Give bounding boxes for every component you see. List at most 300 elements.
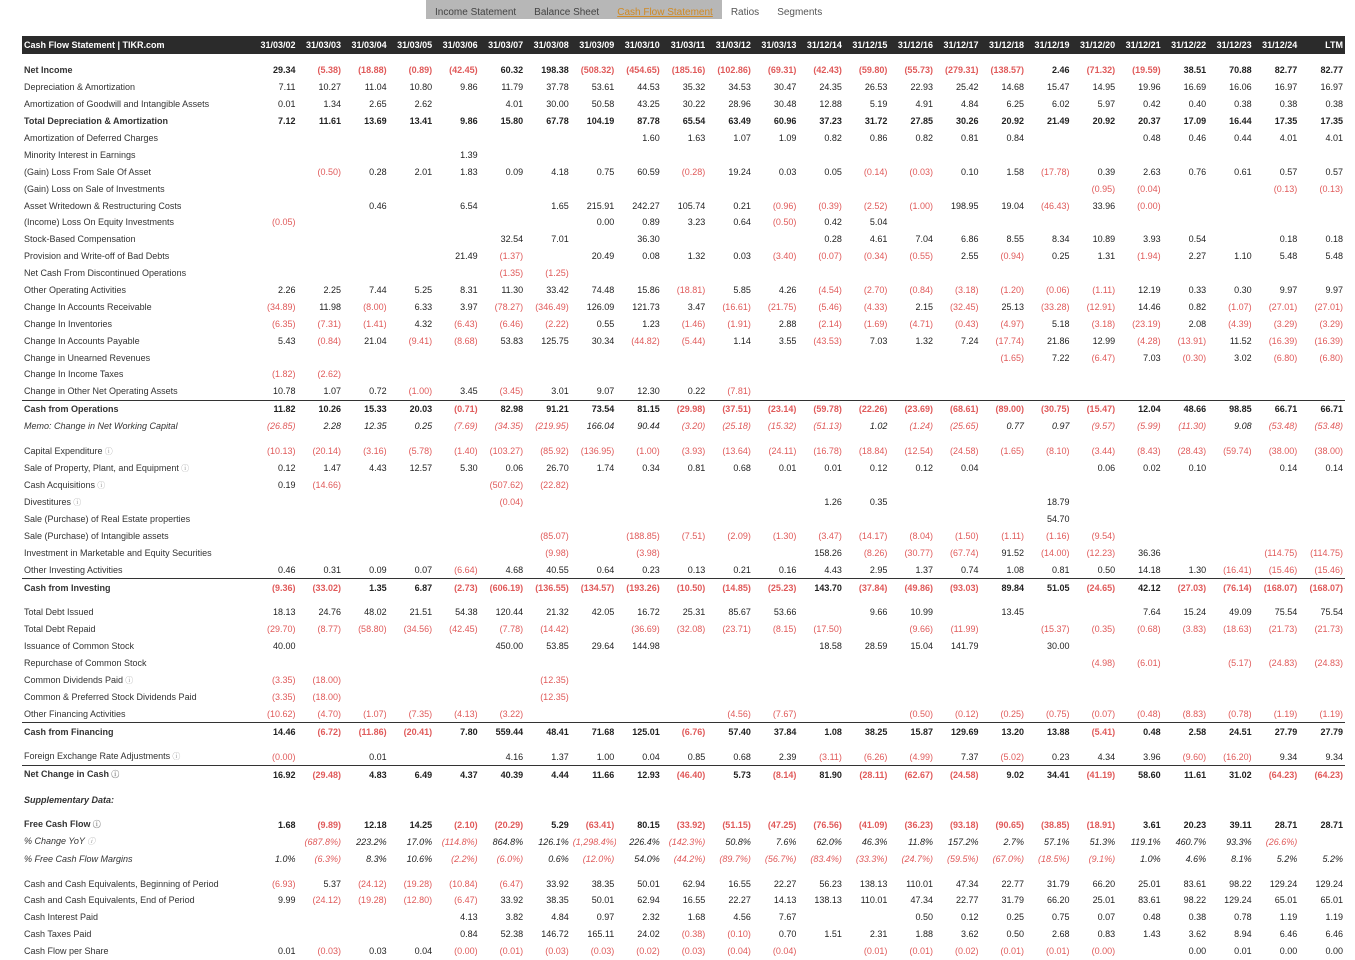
- value-cell: [616, 672, 662, 689]
- value-cell: [343, 672, 389, 689]
- value-cell: (0.02): [636, 946, 660, 957]
- value-cell: [343, 265, 389, 282]
- value-cell: [798, 366, 844, 383]
- value-cell: 3.62: [1188, 929, 1207, 940]
- row-label: % Free Cash Flow Margins: [24, 853, 133, 864]
- table-row: [22, 892, 1345, 909]
- value-cell: [1163, 214, 1209, 231]
- value-cell: [434, 214, 480, 231]
- value-cell: 0.03: [733, 251, 751, 262]
- value-cell: 166.04: [586, 421, 615, 432]
- value-cell: 2.28: [323, 421, 342, 432]
- value-cell: [434, 748, 480, 766]
- value-cell: [1072, 494, 1118, 511]
- value-cell: (188.85): [626, 530, 660, 541]
- value-cell: 82.98: [480, 400, 526, 417]
- value-cell: [662, 477, 708, 494]
- tab-cash-flow-statement[interactable]: Cash Flow Statement: [608, 0, 722, 19]
- value-cell: 30.00: [546, 99, 569, 110]
- value-cell: (0.12): [954, 708, 979, 719]
- value-cell: 1.07: [323, 386, 342, 397]
- value-cell: [1072, 366, 1118, 383]
- value-cell: 53.66: [773, 607, 797, 618]
- value-cell: (85.07): [540, 530, 569, 541]
- value-cell: [1299, 791, 1345, 808]
- value-cell: (3.45): [499, 386, 524, 397]
- value-cell: 19.24: [728, 166, 751, 177]
- value-cell: (2.73): [434, 579, 480, 596]
- info-icon[interactable]: ⓘ: [90, 820, 101, 830]
- value-cell: 83.61: [1183, 878, 1207, 889]
- value-cell: 58.60: [1117, 766, 1163, 784]
- value-cell: (3.16): [363, 446, 387, 457]
- value-cell: 0.50: [1097, 564, 1116, 575]
- value-cell: 37.84: [753, 723, 799, 740]
- value-cell: (102.86): [717, 65, 751, 76]
- value-cell: 0.00: [596, 217, 615, 228]
- value-cell: 30.47: [773, 82, 797, 93]
- value-cell: [389, 231, 435, 248]
- table-row: [22, 621, 1345, 638]
- value-cell: 1.31: [1097, 251, 1116, 262]
- value-cell: 14.46: [1138, 301, 1161, 312]
- info-icon[interactable]: ⓘ: [109, 770, 120, 780]
- value-cell: 0.18: [1279, 234, 1298, 245]
- value-cell: (20.29): [494, 819, 524, 830]
- info-icon[interactable]: ⓘ: [123, 675, 134, 685]
- value-cell: 0.12: [915, 463, 933, 474]
- value-cell: 5.97: [1097, 99, 1116, 110]
- value-cell: 19.04: [1001, 200, 1025, 211]
- value-cell: [571, 689, 617, 706]
- value-cell: [844, 146, 890, 163]
- value-cell: [1026, 146, 1072, 163]
- value-cell: [434, 231, 480, 248]
- value-cell: [1208, 638, 1254, 655]
- value-cell: [753, 655, 799, 672]
- period-header: 31/03/05: [389, 36, 435, 54]
- value-cell: [662, 689, 708, 706]
- value-cell: [252, 544, 298, 561]
- value-cell: [298, 791, 344, 808]
- value-cell: (28.11): [844, 766, 890, 784]
- table-row: [22, 943, 1345, 960]
- row-label-cell: [22, 332, 252, 349]
- value-cell: (3.18): [954, 285, 979, 296]
- value-cell: (0.78): [1228, 708, 1252, 719]
- value-cell: 0.40: [1188, 99, 1207, 110]
- tab-ratios[interactable]: Ratios: [730, 7, 760, 18]
- value-cell: [1072, 146, 1118, 163]
- value-cell: 158.26: [814, 547, 842, 558]
- value-cell: 1.88: [915, 929, 933, 940]
- value-cell: [707, 672, 753, 689]
- value-cell: 47.34: [910, 895, 933, 906]
- value-cell: 65.01: [1320, 895, 1343, 906]
- value-cell: 0.54: [1188, 234, 1207, 245]
- value-cell: 1.37: [915, 564, 933, 575]
- value-cell: [298, 494, 344, 511]
- value-cell: 9.02: [981, 766, 1027, 784]
- value-cell: 9.34: [1325, 751, 1343, 762]
- value-cell: (1.82): [272, 369, 296, 380]
- value-cell: (12.23): [1086, 547, 1116, 558]
- value-cell: 226.4%: [629, 836, 660, 847]
- value-cell: 11.04: [364, 82, 387, 93]
- info-icon[interactable]: ⓘ: [178, 463, 190, 473]
- value-cell: [616, 366, 662, 383]
- value-cell: 8.31: [460, 285, 478, 296]
- value-cell: (19.28): [358, 895, 387, 906]
- value-cell: 6.33: [414, 301, 433, 312]
- tab-income-statement[interactable]: Income Statement: [426, 0, 525, 19]
- value-cell: [1299, 511, 1345, 528]
- period-header: 31/12/15: [844, 36, 890, 54]
- value-cell: (59.74): [1223, 446, 1252, 457]
- value-cell: 0.82: [1188, 301, 1207, 312]
- value-cell: (68.61): [935, 400, 981, 417]
- value-cell: 2.7%: [1003, 836, 1025, 847]
- value-cell: (1.91): [727, 318, 751, 329]
- value-cell: [480, 791, 526, 808]
- value-cell: [1208, 689, 1254, 706]
- value-cell: 6.86: [960, 234, 979, 245]
- value-cell: 21.86: [1047, 335, 1070, 346]
- value-cell: (0.04): [727, 946, 751, 957]
- value-cell: 0.81: [687, 463, 706, 474]
- value-cell: 3.01: [551, 386, 569, 397]
- value-cell: 0.04: [642, 751, 660, 762]
- value-cell: (34.35): [494, 421, 524, 432]
- period-header: 31/03/02: [252, 36, 298, 54]
- row-label: Cash from Investing: [24, 582, 111, 593]
- tab-segments[interactable]: Segments: [777, 7, 823, 18]
- value-cell: 16.06: [1229, 82, 1252, 93]
- value-cell: (85.92): [540, 446, 569, 457]
- value-cell: [1208, 511, 1254, 528]
- period-header: 31/12/14: [798, 36, 844, 54]
- row-label-cell: [22, 146, 252, 163]
- value-cell: [343, 130, 389, 147]
- value-cell: 9.34: [1279, 751, 1298, 762]
- value-cell: [389, 527, 435, 544]
- value-cell: (0.00): [1137, 200, 1161, 211]
- value-cell: (36.69): [631, 624, 660, 635]
- value-cell: [343, 511, 389, 528]
- value-cell: 126.09: [586, 301, 615, 312]
- value-cell: (18.81): [676, 285, 706, 296]
- value-cell: 66.71: [1299, 400, 1345, 417]
- value-cell: (4.54): [818, 285, 842, 296]
- value-cell: (4.28): [1137, 335, 1161, 346]
- value-cell: [571, 146, 617, 163]
- value-cell: 53.85: [546, 641, 569, 652]
- value-cell: 0.13: [687, 564, 706, 575]
- info-icon[interactable]: ⓘ: [102, 446, 113, 456]
- value-cell: [798, 943, 844, 960]
- value-cell: 12.57: [409, 463, 433, 474]
- info-icon[interactable]: ⓘ: [95, 480, 106, 490]
- value-cell: 25.31: [682, 607, 706, 618]
- value-cell: 21.49: [1047, 116, 1070, 127]
- value-cell: (23.71): [722, 624, 751, 635]
- value-cell: [616, 689, 662, 706]
- row-label: Change in Unearned Revenues: [24, 352, 151, 363]
- value-cell: [1254, 214, 1300, 231]
- value-cell: [389, 180, 435, 197]
- value-cell: (3.11): [819, 751, 842, 762]
- table-row: [22, 850, 1345, 867]
- value-cell: (30.77): [904, 547, 933, 558]
- value-cell: [525, 180, 571, 197]
- value-cell: [252, 655, 298, 672]
- table-row: [22, 282, 1345, 299]
- value-cell: (9.57): [1091, 421, 1116, 432]
- value-cell: 17.35: [1320, 116, 1343, 127]
- row-label: Stock-Based Compensation: [24, 234, 136, 245]
- value-cell: (53.48): [1268, 421, 1298, 432]
- value-cell: [1072, 511, 1118, 528]
- value-cell: [1163, 265, 1209, 282]
- value-cell: 1.74: [596, 463, 615, 474]
- value-cell: (5.44): [681, 335, 706, 346]
- period-header: 31/12/18: [981, 36, 1027, 54]
- value-cell: (3.18): [1091, 318, 1116, 329]
- value-cell: (193.26): [616, 579, 662, 596]
- value-cell: (0.95): [1091, 183, 1116, 194]
- value-cell: 48.41: [525, 723, 571, 740]
- row-label-cell: [22, 366, 252, 383]
- value-cell: [571, 544, 617, 561]
- value-cell: (15.46): [1268, 564, 1298, 575]
- value-cell: [1026, 130, 1072, 147]
- value-cell: (0.89): [408, 65, 433, 76]
- value-cell: 7.03: [1143, 352, 1161, 363]
- period-header: 31/03/13: [753, 36, 799, 54]
- value-cell: 47.34: [955, 878, 979, 889]
- value-cell: (22.26): [844, 400, 890, 417]
- tab-balance-sheet[interactable]: Balance Sheet: [525, 0, 608, 19]
- period-header: 31/12/23: [1208, 36, 1254, 54]
- value-cell: [571, 706, 617, 723]
- value-cell: [1026, 214, 1072, 231]
- value-cell: (4.13): [454, 708, 478, 719]
- value-cell: (4.97): [1000, 318, 1025, 329]
- value-cell: (0.00): [272, 751, 296, 762]
- value-cell: 104.19: [586, 116, 615, 127]
- table-row: [22, 366, 1345, 383]
- value-cell: 1.23: [642, 318, 660, 329]
- value-cell: (8.15): [772, 624, 797, 635]
- value-cell: 6.02: [1052, 99, 1070, 110]
- value-cell: (3.22): [499, 708, 524, 719]
- value-cell: 0.07: [1097, 912, 1116, 923]
- value-cell: 1.09: [778, 133, 797, 143]
- value-cell: 3.55: [778, 335, 797, 346]
- value-cell: 2.08: [1188, 318, 1207, 329]
- info-icon[interactable]: ⓘ: [71, 497, 82, 507]
- table-row: [22, 163, 1345, 180]
- value-cell: [389, 791, 435, 808]
- value-cell: 0.12: [278, 463, 296, 474]
- row-label: Cash Flow per Share: [24, 946, 109, 957]
- value-cell: [707, 511, 753, 528]
- value-cell: 1.0%: [1140, 853, 1161, 864]
- row-label-cell: [22, 672, 252, 689]
- value-cell: [252, 197, 298, 214]
- value-cell: 5.25: [414, 285, 433, 296]
- row-label-cell: [22, 833, 252, 850]
- info-icon[interactable]: ⓘ: [84, 837, 96, 847]
- value-cell: (10.62): [267, 708, 296, 719]
- value-cell: [389, 265, 435, 282]
- value-cell: (29.70): [267, 624, 296, 635]
- value-cell: (0.39): [818, 200, 842, 211]
- table-row: [22, 909, 1345, 926]
- row-label-cell: [22, 850, 252, 867]
- value-cell: [1208, 265, 1254, 282]
- row-label: Divestitures: [24, 496, 72, 507]
- value-cell: 4.61: [869, 234, 888, 245]
- value-cell: [1163, 366, 1209, 383]
- value-cell: (142.3%): [668, 836, 706, 847]
- value-cell: 9.99: [278, 895, 296, 906]
- value-cell: (6.80): [1319, 352, 1343, 363]
- table-row: [22, 494, 1345, 511]
- value-cell: 3.45: [460, 386, 478, 397]
- info-icon[interactable]: ⓘ: [170, 752, 181, 762]
- value-cell: [798, 180, 844, 197]
- value-cell: (6.26): [863, 751, 888, 762]
- value-cell: [480, 146, 526, 163]
- value-cell: 0.84: [460, 929, 478, 940]
- row-label-cell: [22, 511, 252, 528]
- value-cell: 16.97: [1320, 82, 1343, 93]
- value-cell: 16.72: [637, 607, 660, 618]
- value-cell: [1208, 672, 1254, 689]
- value-cell: 1.68: [687, 912, 706, 923]
- table-row: [22, 383, 1345, 400]
- value-cell: [753, 383, 799, 400]
- value-cell: (6.80): [1273, 352, 1298, 363]
- value-cell: [389, 214, 435, 231]
- value-cell: 0.19: [278, 480, 296, 491]
- value-cell: [1163, 511, 1209, 528]
- value-cell: (114.75): [1310, 547, 1343, 558]
- value-cell: [434, 689, 480, 706]
- value-cell: [252, 926, 298, 943]
- value-cell: [753, 494, 799, 511]
- value-cell: [1254, 265, 1300, 282]
- value-cell: (12.35): [540, 692, 569, 703]
- value-cell: 37.23: [819, 116, 842, 127]
- row-label-cell: [22, 544, 252, 561]
- value-cell: [298, 180, 344, 197]
- value-cell: [571, 672, 617, 689]
- value-cell: [343, 791, 389, 808]
- value-cell: 13.69: [364, 116, 387, 127]
- value-cell: [1254, 146, 1300, 163]
- period-header: LTM: [1299, 36, 1345, 54]
- value-cell: [1117, 146, 1163, 163]
- value-cell: (136.55): [525, 579, 571, 596]
- value-cell: 1.07: [733, 133, 751, 143]
- value-cell: 35.32: [682, 82, 706, 93]
- value-cell: 0.77: [1006, 421, 1025, 432]
- row-label-cell: [22, 383, 252, 400]
- value-cell: [571, 477, 617, 494]
- value-cell: [1208, 544, 1254, 561]
- value-cell: 0.74: [960, 564, 979, 575]
- value-cell: (71.32): [1086, 65, 1116, 76]
- value-cell: [981, 511, 1027, 528]
- value-cell: (51.13): [813, 421, 842, 432]
- value-cell: 17.09: [1183, 116, 1207, 127]
- value-cell: (93.03): [935, 579, 981, 596]
- spacer-row: [22, 54, 1345, 62]
- row-label: Change in Other Net Operating Assets: [24, 386, 178, 397]
- value-cell: (3.83): [1182, 624, 1207, 635]
- value-cell: 15.86: [637, 285, 660, 296]
- value-cell: (7.51): [681, 530, 706, 541]
- value-cell: (6.01): [1137, 658, 1161, 669]
- value-cell: 11.98: [319, 301, 342, 312]
- value-cell: 14.25: [409, 819, 433, 830]
- value-cell: 1.34: [323, 99, 342, 110]
- table-row: [22, 655, 1345, 672]
- value-cell: 10.78: [273, 386, 296, 397]
- value-cell: 30.48: [773, 99, 797, 110]
- value-cell: 0.01: [278, 99, 296, 110]
- value-cell: [252, 833, 298, 850]
- value-cell: 6.46: [1279, 929, 1298, 940]
- value-cell: 37.78: [546, 82, 569, 93]
- row-label: Other Financing Activities: [24, 708, 126, 719]
- value-cell: (12.91): [1086, 301, 1116, 312]
- value-cell: 6.25: [1006, 99, 1025, 110]
- value-cell: 67.78: [546, 116, 569, 127]
- value-cell: (8.10): [1046, 446, 1070, 457]
- value-cell: [480, 511, 526, 528]
- value-cell: (279.31): [944, 65, 979, 76]
- value-cell: [1208, 383, 1254, 400]
- table-row: [22, 180, 1345, 197]
- value-cell: [571, 265, 617, 282]
- period-header: 31/03/09: [571, 36, 617, 54]
- value-cell: [844, 706, 890, 723]
- value-cell: 15.80: [500, 116, 524, 127]
- value-cell: 2.25: [323, 285, 342, 296]
- value-cell: [298, 748, 344, 766]
- table-row: [22, 113, 1345, 130]
- value-cell: [525, 655, 571, 672]
- value-cell: 31.79: [1001, 895, 1025, 906]
- value-cell: 33.92: [500, 895, 524, 906]
- value-cell: (5.17): [1228, 658, 1252, 669]
- value-cell: (5.99): [1137, 421, 1161, 432]
- value-cell: 98.22: [1229, 878, 1252, 889]
- value-cell: 11.66: [571, 766, 617, 784]
- value-cell: [981, 791, 1027, 808]
- value-cell: [844, 655, 890, 672]
- value-cell: 25.01: [1138, 878, 1161, 889]
- value-cell: [753, 477, 799, 494]
- value-cell: (0.01): [863, 946, 888, 957]
- value-cell: [1208, 477, 1254, 494]
- value-cell: (0.03): [317, 946, 342, 957]
- value-cell: [343, 248, 389, 265]
- row-label-cell: [22, 791, 252, 808]
